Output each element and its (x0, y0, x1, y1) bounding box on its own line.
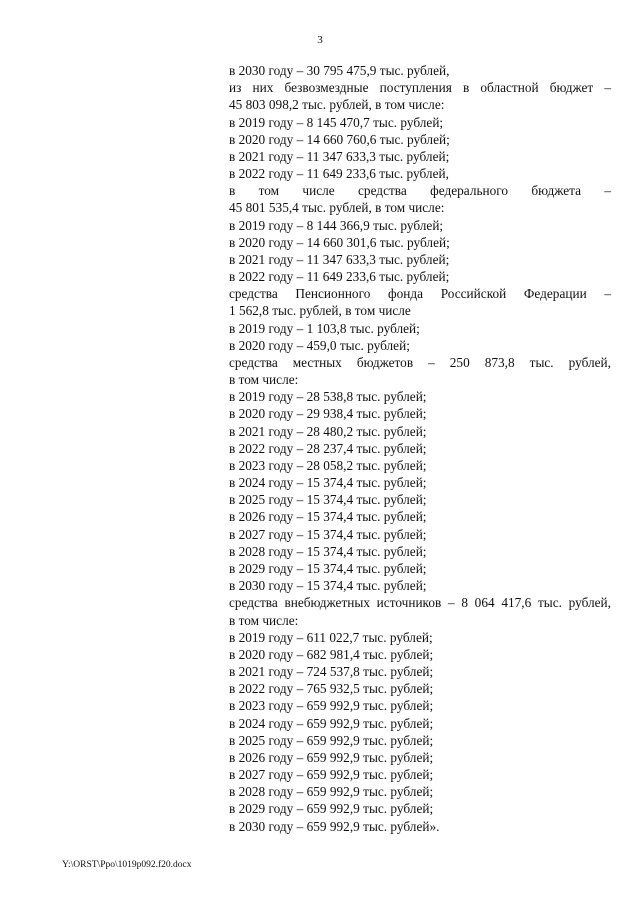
text-line: в 2020 году – 14 660 760,6 тыс. рублей; (229, 131, 450, 147)
text-line: в том числе: (229, 612, 299, 628)
text-line: в 2027 году – 15 374,4 тыс. рублей; (229, 526, 427, 542)
footer-file-path: Y:\ORST\Ppo\1019p092.f20.docx (62, 860, 192, 870)
text-line: в том числе: (229, 372, 299, 388)
text-line: в том числе средства федерального бюджета – (229, 183, 611, 199)
text-line: средства местных бюджетов – 250 873,8 тыс. рублей, (229, 354, 611, 370)
text-line: в 2021 году – 11 347 633,3 тыс. рублей; (229, 251, 450, 267)
document-body (229, 62, 611, 835)
text-line: в 2020 году – 682 981,4 тыс. рублей; (229, 646, 434, 662)
text-line: в 2022 году – 11 649 233,6 тыс. рублей; (229, 269, 450, 285)
text-line: в 2022 году – 765 932,5 тыс. рублей; (229, 681, 434, 697)
text-line: в 2021 году – 724 537,8 тыс. рублей; (229, 664, 434, 680)
text-line: 1 562,8 тыс. рублей, в том числе (229, 303, 411, 319)
page-number: 3 (317, 34, 323, 46)
text-line: в 2022 году – 28 237,4 тыс. рублей; (229, 440, 427, 456)
text-line: в 2030 году – 659 992,9 тыс. рублей». (229, 818, 440, 834)
text-line: средства Пенсионного фонда Российской Федерации – (229, 286, 611, 302)
text-line: 45 803 098,2 тыс. рублей, в том числе: (229, 97, 445, 113)
text-line: в 2021 году – 11 347 633,3 тыс. рублей; (229, 148, 450, 164)
text-line: в 2019 году – 8 145 470,7 тыс. рублей; (229, 114, 444, 130)
text-line: в 2030 году – 15 374,4 тыс. рублей; (229, 578, 427, 594)
text-line: в 2019 году – 8 144 366,9 тыс. рублей; (229, 217, 444, 233)
text-line: в 2027 году – 659 992,9 тыс. рублей; (229, 767, 434, 783)
text-line: в 2029 году – 659 992,9 тыс. рублей; (229, 801, 434, 817)
text-line: в 2026 году – 659 992,9 тыс. рублей; (229, 749, 434, 765)
text-line: в 2023 году – 659 992,9 тыс. рублей; (229, 698, 434, 714)
text-line: в 2021 году – 28 480,2 тыс. рублей; (229, 423, 427, 439)
text-line: в 2020 году – 14 660 301,6 тыс. рублей; (229, 234, 450, 250)
text-line: в 2028 году – 659 992,9 тыс. рублей; (229, 784, 434, 800)
text-line: средства внебюджетных источников – 8 064 417,6 тыс. рублей, (229, 595, 611, 611)
text-line: в 2023 году – 28 058,2 тыс. рублей; (229, 457, 427, 473)
text-line: в 2025 году – 659 992,9 тыс. рублей; (229, 732, 434, 748)
text-line: в 2029 году – 15 374,4 тыс. рублей; (229, 560, 427, 576)
text-line: в 2030 году – 30 795 475,9 тыс. рублей, (229, 63, 450, 78)
text-line: 45 801 535,4 тыс. рублей, в том числе: (229, 200, 445, 216)
text-line: в 2019 году – 1 103,8 тыс. рублей; (229, 320, 420, 336)
text-line: в 2022 году – 11 649 233,6 тыс. рублей, (229, 166, 449, 182)
text-line: в 2025 году – 15 374,4 тыс. рублей; (229, 492, 427, 508)
text-line: в 2019 году – 611 022,7 тыс. рублей; (229, 629, 433, 645)
text-line: в 2020 году – 459,0 тыс. рублей; (229, 337, 410, 353)
text-line: в 2028 году – 15 374,4 тыс. рублей; (229, 543, 427, 559)
text-line: в 2019 году – 28 538,8 тыс. рублей; (229, 389, 427, 405)
text-line: в 2020 году – 29 938,4 тыс. рублей; (229, 406, 427, 422)
text-line: из них безвозмездные поступления в областной бюджет – (229, 80, 611, 96)
text-line: в 2026 году – 15 374,4 тыс. рублей; (229, 509, 427, 525)
text-line: в 2024 году – 15 374,4 тыс. рублей; (229, 475, 427, 491)
text-line: в 2024 году – 659 992,9 тыс. рублей; (229, 715, 434, 731)
